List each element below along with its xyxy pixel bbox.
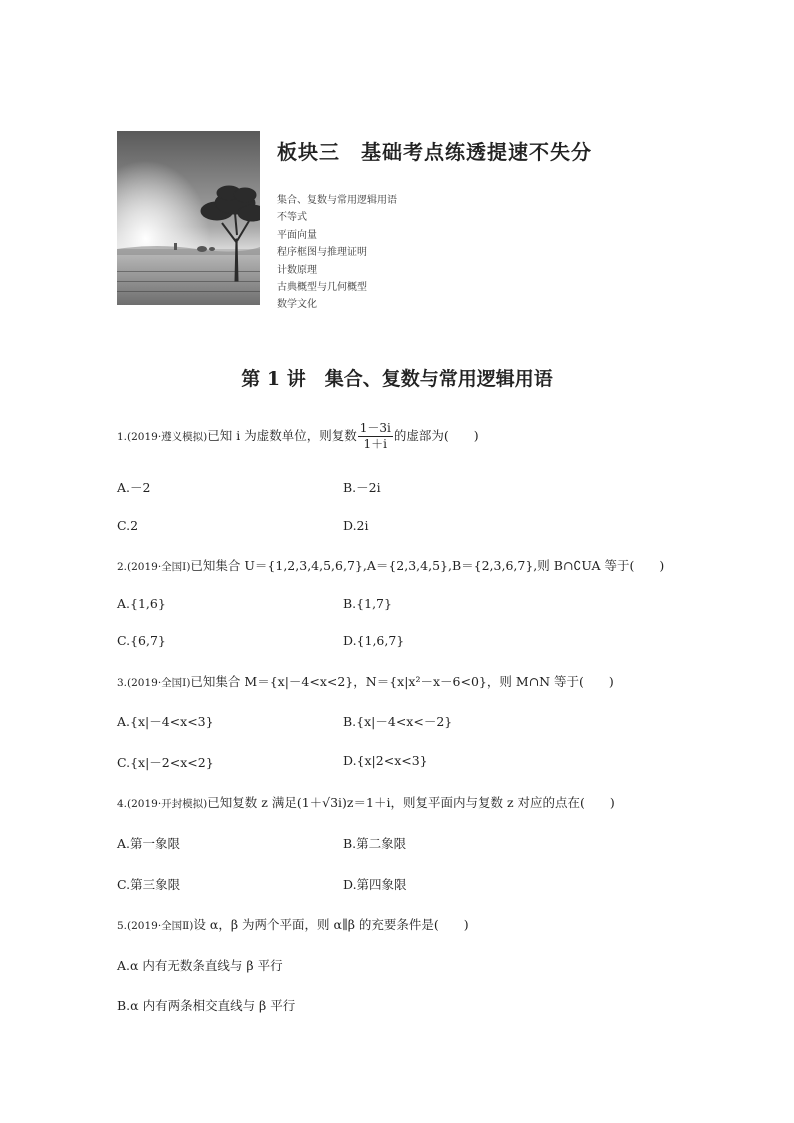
topic-item: 数学文化 <box>277 299 317 311</box>
option-a: A.－2 <box>117 480 151 495</box>
option-b: B.－2i <box>343 480 381 495</box>
question-source: 4.(2019·开封模拟) <box>117 798 208 810</box>
topic-item: 计数原理 <box>277 264 317 276</box>
question-source: 5.(2019·全国Ⅱ) <box>117 920 194 932</box>
question-4 <box>117 793 615 811</box>
tree-sunset-image <box>117 131 260 305</box>
topic-item: 不等式 <box>277 212 307 224</box>
question-2 <box>117 556 664 574</box>
question-1 <box>117 421 479 452</box>
option-a: A.{1,6} <box>117 596 166 611</box>
fraction <box>358 421 393 452</box>
topic-item: 程序框图与推理证明 <box>277 247 367 259</box>
option-c: C.{x|－2<x<2} <box>117 755 214 770</box>
question-3 <box>117 672 614 690</box>
lecture-title: 第 1 讲 集合、复数与常用逻辑用语 <box>241 368 553 390</box>
question-stem: 已知集合 U＝{1,2,3,4,5,6,7},A＝{2,3,4,5},B＝{2,3,6,7},则 B∩∁UA 等于( ) <box>190 558 665 573</box>
question-stem: 已知复数 z 满足(1＋√3i)z＝1＋i，则复平面内与复数 z 对应的点在( ) <box>207 795 615 810</box>
question-source: 1.(2019·遵义模拟) <box>117 431 208 443</box>
question-5 <box>117 915 469 933</box>
option-d: D.{x|2<x<3} <box>343 753 428 768</box>
option-d: D.第四象限 <box>343 877 407 892</box>
option-b: B.第二象限 <box>343 836 407 851</box>
topic-list <box>277 192 397 314</box>
option-c: C.2 <box>117 518 139 533</box>
question-stem: 已知 i 为虚数单位，则复数 <box>207 428 357 443</box>
question-stem: 已知集合 M＝{x|－4<x<2}，N＝{x|x²－x－6<0}，则 M∩N 等于( ) <box>190 674 614 689</box>
option-b: B.α 内有两条相交直线与 β 平行 <box>117 998 296 1013</box>
fraction-numerator: 1－3i <box>359 421 391 435</box>
option-b: B.{x|－4<x<－2} <box>343 714 453 729</box>
option-a: A.第一象限 <box>117 836 181 851</box>
question-source: 3.(2019·全国Ⅰ) <box>117 677 191 689</box>
question-stem: 设 α，β 为两个平面，则 α∥β 的充要条件是( ) <box>193 917 469 932</box>
topic-item: 古典概型与几何概型 <box>277 282 367 294</box>
option-c: C.第三象限 <box>117 877 181 892</box>
question-stem-end: 的虚部为( ) <box>393 428 479 443</box>
topic-item: 集合、复数与常用逻辑用语 <box>277 195 397 206</box>
topic-item: 平面向量 <box>277 229 317 241</box>
landscape-photo <box>117 131 260 305</box>
option-b: B.{1,7} <box>343 596 392 611</box>
option-a: A.{x|－4<x<3} <box>117 714 214 729</box>
option-d: D.{1,6,7} <box>343 633 405 648</box>
option-d: D.2i <box>343 518 369 533</box>
option-c: C.{6,7} <box>117 633 166 648</box>
fraction-denominator: 1＋i <box>363 437 388 451</box>
block-title: 板块三 基础考点练透提速不失分 <box>277 140 592 164</box>
question-source: 2.(2019·全国Ⅰ) <box>117 561 191 573</box>
option-a: A.α 内有无数条直线与 β 平行 <box>117 958 283 973</box>
